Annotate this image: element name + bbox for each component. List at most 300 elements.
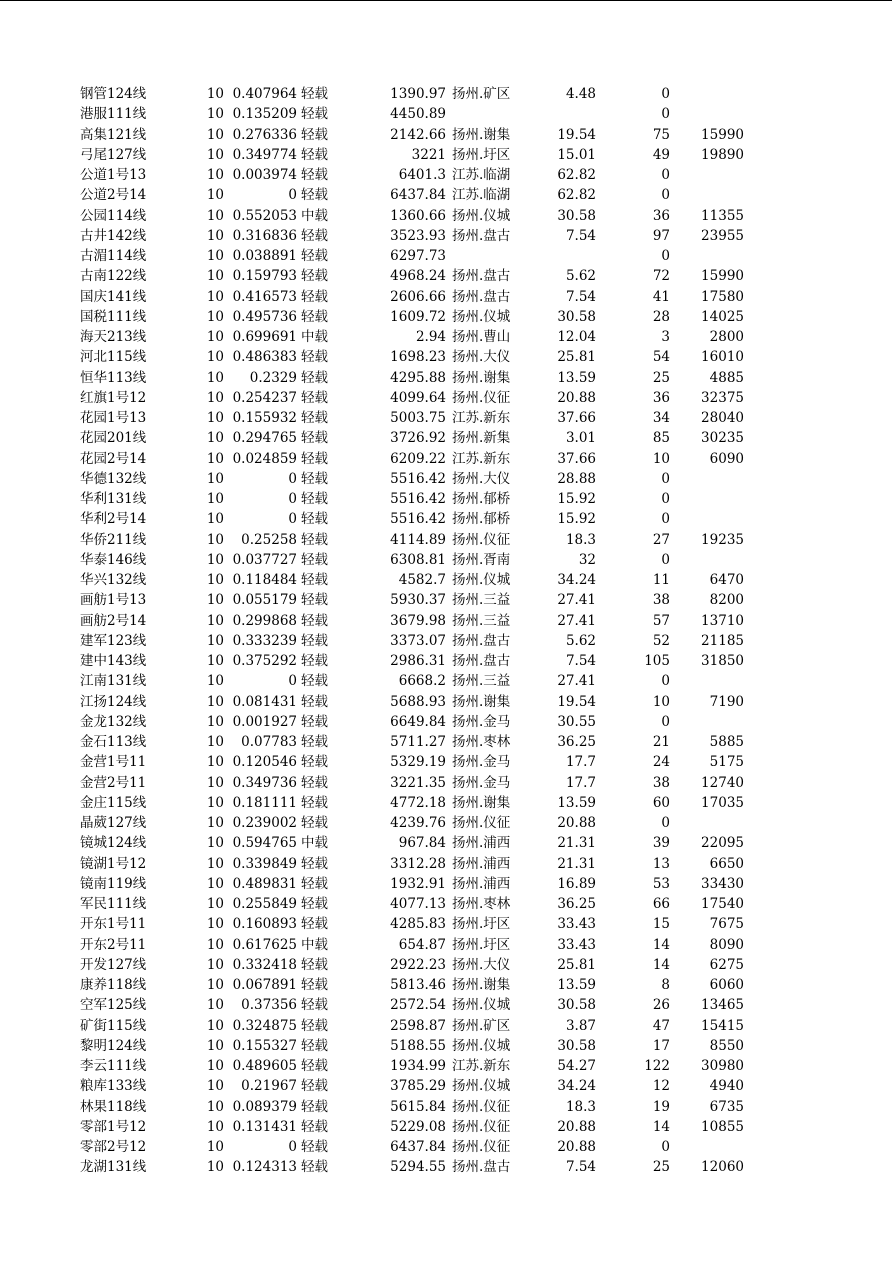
cell-area: 扬州.枣林 [452, 896, 511, 912]
table-row [0, 854, 892, 874]
table-row [0, 489, 892, 509]
cell-voltage: 10 [206, 329, 224, 345]
cell-value: 6668.2 [398, 673, 446, 690]
cell-length: 27.41 [557, 612, 596, 629]
cell-capacity: 12740 [701, 774, 744, 791]
cell-ratio: 0.375292 [232, 653, 297, 669]
cell-count: 0 [661, 491, 670, 507]
cell-area: 扬州.仪城 [452, 207, 511, 224]
cell-ratio: 0.255849 [232, 896, 297, 912]
cell-name: 高集121线 [80, 126, 147, 143]
cell-value: 4772.18 [390, 794, 446, 811]
cell-voltage: 10 [206, 491, 224, 507]
cell-load: 轻载 [301, 977, 328, 993]
cell-voltage: 10 [206, 146, 224, 163]
cell-length: 7.54 [565, 1159, 596, 1176]
cell-area: 扬州.盘古 [452, 1159, 511, 1176]
cell-length: 15.92 [557, 511, 596, 528]
cell-area: 扬州.矿区 [452, 86, 511, 102]
cell-length: 36.25 [557, 896, 596, 912]
cell-voltage: 10 [206, 1017, 224, 1034]
cell-capacity: 6090 [709, 450, 744, 467]
cell-name: 海天213线 [80, 329, 147, 345]
cell-load: 轻载 [301, 268, 328, 285]
cell-count: 85 [652, 430, 670, 447]
cell-value: 1932.91 [390, 875, 446, 892]
cell-count: 0 [661, 713, 670, 730]
cell-ratio: 0.160893 [232, 916, 297, 933]
cell-capacity: 22095 [701, 835, 744, 852]
cell-value: 1698.23 [390, 349, 446, 366]
cell-count: 19 [652, 1098, 670, 1115]
cell-count: 0 [661, 815, 670, 831]
cell-area: 扬州.仪城 [452, 572, 511, 588]
cell-count: 0 [661, 187, 670, 204]
table-row [0, 1117, 892, 1137]
cell-area: 扬州.盘古 [452, 227, 511, 244]
cell-name: 河北115线 [80, 349, 147, 366]
cell-count: 38 [652, 774, 670, 791]
cell-capacity: 28040 [701, 410, 744, 426]
cell-value: 4450.89 [390, 106, 446, 123]
table-row [0, 449, 892, 469]
cell-value: 5229.08 [390, 1118, 446, 1135]
cell-name: 画舫1号13 [80, 592, 147, 609]
cell-length: 13.59 [557, 977, 596, 993]
cell-load: 轻载 [301, 531, 328, 548]
cell-area: 扬州.三益 [452, 673, 511, 690]
cell-name: 金石113线 [80, 734, 147, 750]
cell-capacity: 15415 [701, 1017, 744, 1034]
cell-value: 6401.3 [398, 167, 446, 183]
cell-voltage: 10 [206, 956, 224, 973]
cell-ratio: 0.2329 [249, 369, 297, 386]
cell-length: 30.55 [557, 713, 596, 730]
cell-name: 华泰146线 [80, 551, 147, 568]
cell-load: 轻载 [301, 956, 328, 973]
cell-value: 4968.24 [390, 268, 446, 285]
cell-value: 6297.73 [390, 248, 446, 264]
cell-ratio: 0.416573 [232, 288, 297, 305]
cell-name: 华利131线 [80, 491, 147, 507]
cell-voltage: 10 [206, 653, 224, 669]
cell-length: 19.54 [557, 693, 596, 710]
cell-length: 13.59 [557, 794, 596, 811]
cell-load: 轻载 [301, 997, 328, 1014]
cell-count: 12 [652, 1078, 670, 1095]
cell-value: 1360.66 [390, 207, 446, 224]
cell-count: 28 [652, 308, 670, 325]
cell-value: 6437.84 [390, 1139, 446, 1155]
cell-voltage: 10 [206, 936, 224, 953]
table-row [0, 347, 892, 367]
cell-length: 20.88 [557, 815, 596, 831]
cell-count: 8 [661, 977, 670, 993]
cell-name: 镜南119线 [80, 875, 147, 892]
table-row [0, 1137, 892, 1157]
table-row [0, 590, 892, 610]
cell-area: 扬州.胥南 [452, 551, 511, 568]
cell-count: 25 [652, 1159, 670, 1176]
cell-ratio: 0.349736 [232, 774, 297, 791]
cell-load: 中载 [301, 936, 328, 953]
cell-load: 轻载 [301, 1118, 328, 1135]
cell-name: 江扬124线 [80, 693, 147, 710]
cell-load: 轻载 [301, 187, 328, 204]
cell-area: 扬州.盘古 [452, 288, 511, 305]
cell-ratio: 0.001927 [232, 713, 297, 730]
cell-load: 轻载 [301, 511, 328, 528]
cell-value: 2922.23 [390, 956, 446, 973]
cell-capacity: 6060 [709, 977, 744, 993]
cell-ratio: 0.594765 [232, 835, 297, 852]
cell-count: 66 [652, 896, 670, 912]
cell-count: 24 [652, 754, 670, 771]
cell-ratio: 0.124313 [232, 1159, 297, 1176]
cell-count: 13 [652, 855, 670, 872]
cell-count: 97 [652, 227, 670, 244]
cell-capacity: 30980 [701, 1058, 744, 1074]
cell-voltage: 10 [206, 268, 224, 285]
cell-value: 5329.19 [390, 754, 446, 771]
cell-capacity: 32375 [701, 389, 744, 406]
cell-capacity: 17035 [701, 794, 744, 811]
cell-load: 轻载 [301, 308, 328, 325]
cell-value: 2598.87 [390, 1017, 446, 1034]
cell-ratio: 0.294765 [232, 430, 297, 447]
cell-length: 17.7 [565, 774, 596, 791]
cell-count: 0 [661, 470, 670, 487]
cell-count: 10 [652, 693, 670, 710]
cell-capacity: 17540 [701, 896, 744, 912]
cell-name: 华兴132线 [80, 572, 147, 588]
cell-ratio: 0.037727 [232, 551, 297, 568]
cell-name: 开发127线 [80, 956, 147, 973]
cell-count: 14 [652, 936, 670, 953]
cell-load: 轻载 [301, 855, 328, 872]
cell-capacity: 7190 [709, 693, 744, 710]
cell-length: 25.81 [557, 349, 596, 366]
cell-value: 2.94 [415, 329, 446, 345]
table-row [0, 84, 892, 104]
cell-value: 5516.42 [390, 491, 446, 507]
table-row [0, 104, 892, 124]
cell-area: 扬州.大仪 [452, 470, 511, 487]
cell-ratio: 0.135209 [232, 106, 297, 123]
cell-capacity: 10855 [701, 1118, 744, 1135]
cell-voltage: 10 [206, 1037, 224, 1054]
cell-area: 扬州.大仪 [452, 956, 511, 973]
cell-area: 扬州.郁桥 [452, 491, 511, 507]
table-row [0, 692, 892, 712]
cell-area: 扬州.盘古 [452, 632, 511, 649]
cell-load: 轻载 [301, 815, 328, 831]
cell-length: 37.66 [557, 410, 596, 426]
cell-load: 轻载 [301, 1159, 328, 1176]
cell-capacity: 14025 [701, 308, 744, 325]
cell-name: 花园2号14 [80, 450, 147, 467]
cell-ratio: 0.067891 [232, 977, 297, 993]
cell-name: 古湄114线 [80, 248, 147, 264]
cell-length: 12.04 [557, 329, 596, 345]
cell-name: 粮库133线 [80, 1078, 147, 1095]
cell-area: 扬州.仪城 [452, 1037, 511, 1054]
cell-value: 6209.22 [390, 450, 446, 467]
cell-length: 21.31 [557, 835, 596, 852]
cell-ratio: 0.316836 [232, 227, 297, 244]
cell-voltage: 10 [206, 673, 224, 690]
cell-count: 27 [652, 531, 670, 548]
cell-name: 零部1号12 [80, 1118, 147, 1135]
cell-load: 轻载 [301, 288, 328, 305]
table-row [0, 368, 892, 388]
table-row [0, 874, 892, 894]
cell-capacity: 6275 [709, 956, 744, 973]
cell-length: 34.24 [557, 1078, 596, 1095]
cell-value: 4077.13 [390, 896, 446, 912]
cell-load: 轻载 [301, 450, 328, 467]
cell-value: 654.87 [398, 936, 446, 953]
cell-ratio: 0.118484 [232, 572, 297, 588]
cell-name: 零部2号12 [80, 1139, 147, 1155]
cell-capacity: 8090 [709, 936, 744, 953]
data-table [0, 84, 892, 1178]
cell-area: 扬州.谢集 [452, 794, 511, 811]
cell-capacity: 6470 [709, 572, 744, 588]
cell-ratio: 0.155327 [232, 1037, 297, 1054]
cell-name: 康养118线 [80, 977, 147, 993]
table-row [0, 125, 892, 145]
cell-count: 10 [652, 450, 670, 467]
cell-value: 967.84 [398, 835, 446, 852]
cell-load: 轻载 [301, 875, 328, 892]
cell-length: 15.92 [557, 491, 596, 507]
cell-name: 矿街115线 [80, 1017, 147, 1034]
table-row [0, 327, 892, 347]
cell-count: 0 [661, 86, 670, 102]
cell-capacity: 7675 [709, 916, 744, 933]
cell-name: 花园1号13 [80, 410, 147, 426]
cell-value: 6308.81 [390, 551, 446, 568]
table-row [0, 813, 892, 833]
cell-length: 34.24 [557, 572, 596, 588]
cell-capacity: 31850 [701, 653, 744, 669]
cell-value: 3726.92 [390, 430, 446, 447]
cell-length: 30.58 [557, 308, 596, 325]
cell-capacity: 13710 [701, 612, 744, 629]
cell-name: 华德132线 [80, 470, 147, 487]
cell-voltage: 10 [206, 734, 224, 750]
cell-length: 7.54 [565, 653, 596, 669]
cell-voltage: 10 [206, 997, 224, 1014]
table-row [0, 631, 892, 651]
cell-area: 扬州.浦西 [452, 835, 511, 852]
cell-load: 轻载 [301, 1017, 328, 1034]
cell-name: 恒华113线 [80, 369, 147, 386]
cell-area: 扬州.仪城 [452, 308, 511, 325]
cell-load: 轻载 [301, 349, 328, 366]
cell-ratio: 0.276336 [232, 126, 297, 143]
cell-voltage: 10 [206, 916, 224, 933]
cell-area: 扬州.圩区 [452, 146, 511, 163]
cell-load: 轻载 [301, 1058, 328, 1074]
cell-length: 62.82 [557, 167, 596, 183]
table-row [0, 955, 892, 975]
cell-area: 江苏.新东 [452, 1058, 511, 1074]
cell-name: 金龙132线 [80, 713, 147, 730]
cell-name: 公园114线 [80, 207, 147, 224]
cell-load: 轻载 [301, 369, 328, 386]
cell-value: 5813.46 [390, 977, 446, 993]
cell-value: 6437.84 [390, 187, 446, 204]
cell-ratio: 0 [288, 1139, 297, 1155]
cell-voltage: 10 [206, 308, 224, 325]
cell-ratio: 0 [288, 491, 297, 507]
cell-value: 3221.35 [390, 774, 446, 791]
cell-value: 2572.54 [390, 997, 446, 1014]
table-row [0, 469, 892, 489]
cell-capacity: 19235 [701, 531, 744, 548]
cell-area: 扬州.仪城 [452, 1078, 511, 1095]
table-row [0, 530, 892, 550]
cell-load: 轻载 [301, 754, 328, 771]
cell-load: 轻载 [301, 491, 328, 507]
cell-area: 扬州.金马 [452, 713, 511, 730]
table-row [0, 833, 892, 853]
cell-voltage: 10 [206, 1098, 224, 1115]
cell-count: 0 [661, 167, 670, 183]
cell-area: 扬州.仪征 [452, 1098, 511, 1115]
table-row [0, 287, 892, 307]
cell-count: 21 [652, 734, 670, 750]
cell-area: 扬州.枣林 [452, 734, 511, 750]
cell-value: 4295.88 [390, 369, 446, 386]
cell-value: 3312.28 [390, 855, 446, 872]
cell-value: 5516.42 [390, 470, 446, 487]
cell-count: 25 [652, 369, 670, 386]
cell-count: 52 [652, 632, 670, 649]
cell-length: 7.54 [565, 288, 596, 305]
cell-value: 5516.42 [390, 511, 446, 528]
cell-load: 轻载 [301, 470, 328, 487]
cell-ratio: 0.254237 [232, 389, 297, 406]
cell-ratio: 0.055179 [232, 592, 297, 609]
cell-voltage: 10 [206, 1139, 224, 1155]
cell-voltage: 10 [206, 86, 224, 102]
cell-load: 轻载 [301, 794, 328, 811]
cell-length: 13.59 [557, 369, 596, 386]
cell-load: 轻载 [301, 430, 328, 447]
cell-load: 中载 [301, 329, 328, 345]
cell-name: 花园201线 [80, 430, 147, 447]
cell-voltage: 10 [206, 612, 224, 629]
cell-ratio: 0.349774 [232, 146, 297, 163]
cell-load: 中载 [301, 207, 328, 224]
table-row [0, 752, 892, 772]
table-row [0, 165, 892, 185]
cell-ratio: 0.339849 [232, 855, 297, 872]
cell-voltage: 10 [206, 450, 224, 467]
cell-load: 轻载 [301, 126, 328, 143]
cell-area: 江苏.新东 [452, 450, 511, 467]
cell-voltage: 10 [206, 167, 224, 183]
cell-area: 扬州.盘古 [452, 268, 511, 285]
cell-value: 2142.66 [390, 126, 446, 143]
cell-area: 扬州.谢集 [452, 977, 511, 993]
table-row [0, 246, 892, 266]
table-row [0, 1056, 892, 1076]
cell-value: 3373.07 [390, 632, 446, 649]
cell-name: 军民111线 [80, 896, 147, 912]
cell-name: 开东2号11 [80, 936, 147, 953]
cell-name: 画舫2号14 [80, 612, 147, 629]
cell-ratio: 0.155932 [232, 410, 297, 426]
cell-length: 5.62 [565, 268, 596, 285]
cell-capacity: 33430 [701, 875, 744, 892]
cell-value: 4114.89 [390, 531, 446, 548]
cell-name: 开东1号11 [80, 916, 147, 933]
cell-count: 34 [652, 410, 670, 426]
cell-load: 轻载 [301, 612, 328, 629]
cell-name: 公道2号14 [80, 187, 147, 204]
cell-area: 江苏.新东 [452, 410, 511, 426]
cell-value: 5294.55 [390, 1159, 446, 1176]
cell-area: 江苏.临湖 [452, 187, 511, 204]
cell-load: 轻载 [301, 1139, 328, 1155]
cell-load: 轻载 [301, 248, 328, 264]
cell-value: 1390.97 [390, 86, 446, 102]
cell-area: 扬州.金马 [452, 754, 511, 771]
cell-count: 75 [652, 126, 670, 143]
cell-load: 轻载 [301, 713, 328, 730]
cell-voltage: 10 [206, 896, 224, 912]
cell-capacity: 19890 [701, 146, 744, 163]
cell-ratio: 0.486383 [232, 349, 297, 366]
table-row [0, 428, 892, 448]
cell-count: 60 [652, 794, 670, 811]
cell-length: 4.48 [565, 86, 596, 102]
cell-length: 62.82 [557, 187, 596, 204]
cell-length: 7.54 [565, 227, 596, 244]
cell-value: 5930.37 [390, 592, 446, 609]
cell-voltage: 10 [206, 410, 224, 426]
cell-voltage: 10 [206, 531, 224, 548]
cell-ratio: 0.21967 [241, 1078, 297, 1095]
cell-value: 4582.7 [398, 572, 446, 588]
cell-length: 17.7 [565, 754, 596, 771]
cell-voltage: 10 [206, 713, 224, 730]
cell-ratio: 0.617625 [232, 936, 297, 953]
cell-area: 扬州.三益 [452, 612, 511, 629]
cell-name: 国税111线 [80, 308, 147, 325]
cell-ratio: 0 [288, 511, 297, 528]
cell-load: 轻载 [301, 1037, 328, 1054]
cell-length: 36.25 [557, 734, 596, 750]
cell-value: 5615.84 [390, 1098, 446, 1115]
cell-load: 轻载 [301, 653, 328, 669]
table-row [0, 1097, 892, 1117]
table-row [0, 995, 892, 1015]
cell-count: 11 [652, 572, 670, 588]
table-row [0, 773, 892, 793]
table-row [0, 206, 892, 226]
cell-length: 3.87 [565, 1017, 596, 1034]
cell-count: 105 [644, 653, 670, 669]
cell-load: 轻载 [301, 167, 328, 183]
cell-name: 公道1号13 [80, 167, 147, 183]
cell-load: 轻载 [301, 389, 328, 406]
cell-area: 扬州.圩区 [452, 936, 511, 953]
